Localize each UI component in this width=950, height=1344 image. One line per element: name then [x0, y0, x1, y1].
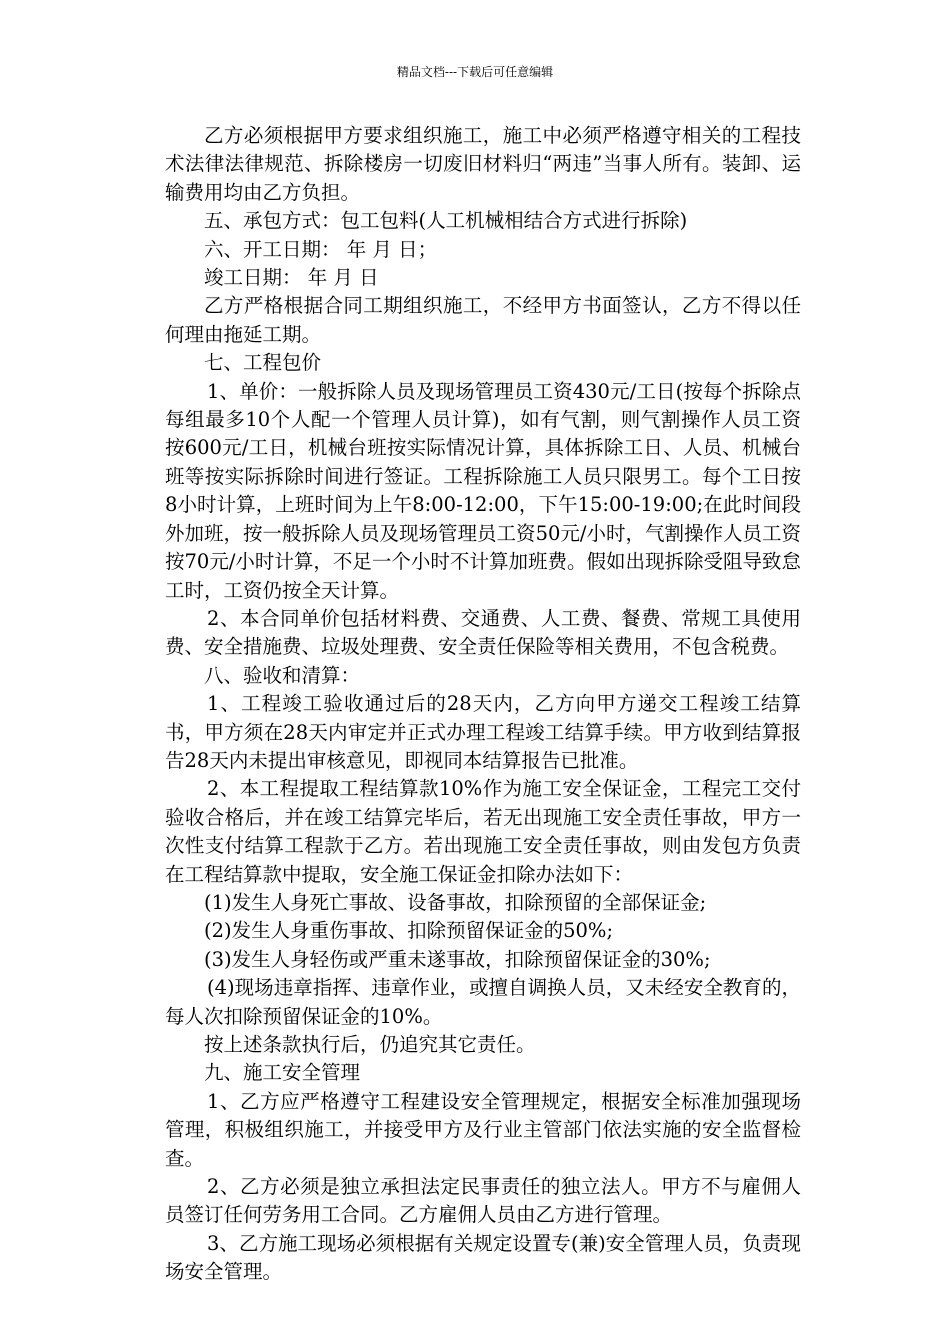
list-item: (4)现场违章指挥、违章作业，或擅自调换人员，又未经安全教育的，每人次扣除预留保证金的10%。	[165, 976, 801, 1028]
section-heading: 九、施工安全管理	[204, 1061, 361, 1085]
paragraph: 1、乙方应严格遵守工程建设安全管理规定，根据安全标准加强现场管理，积极组织施工，并接受甲方及行业主管部门依法实施的安全监督检查。	[165, 1089, 801, 1170]
list-item: (1)发生人身死亡事故、设备事故，扣除预留的全部保证金;	[204, 890, 707, 914]
paragraph: 乙方严格根据合同工期组织施工，不经甲方书面签认，乙方不得以任何理由拖延工期。	[165, 294, 801, 346]
paragraph: 3、乙方施工现场必须根据有关规定设置专(兼)安全管理人员，负责现场安全管理。	[165, 1231, 801, 1284]
paragraph: 2、乙方必须是独立承担法定民事责任的独立法人。甲方不与雇佣人员签订任何劳务用工合同。乙方雇佣人员由乙方进行管理。	[165, 1175, 801, 1227]
section-heading: 八、验收和清算：	[204, 663, 361, 687]
section-heading: 七、工程包价	[204, 351, 322, 375]
list-item: (2)发生人身重伤事故、扣除预留保证金的50%;	[204, 919, 614, 943]
paragraph: 1、单价：一般拆除人员及现场管理员工资430元/工日(按每个拆除点每组最多10个人配一个管理人员计算)，如有气割，则气割操作人员工资按600元/工日，机械台班按实际情况计算，具体拆除工日、人员、机械台班等按实际拆除时间进行签证。工程拆除施工人员只限男工。每个工日按8小时计算，上班时间为上午8:00-12:00，下午15:00-19:00;在此时间段外加班，按一般拆除人员及现场管理员工资50元/小时，气割操作人员工资按70元/小时计算，不足一个小时不计算加班费。假如出现拆除受阻导致怠工时，工资仍按全天计算。	[165, 379, 801, 602]
paragraph: 竣工日期： 年 月 日	[204, 266, 379, 290]
paragraph: 乙方必须根据甲方要求组织施工，施工中必须严格遵守相关的工程技术法律法律规范、拆除楼房一切废旧材料归“两违”当事人所有。装卸、运输费用均由乙方负担。	[165, 124, 801, 204]
paragraph: 2、本合同单价包括材料费、交通费、人工费、餐费、常规工具使用费、安全措施费、垃圾处理费、安全责任保险等相关费用，不包含税费。	[165, 606, 801, 659]
paragraph: 六、开工日期： 年 月 日；	[204, 237, 438, 261]
paragraph: 按上述条款执行后，仍追究其它责任。	[204, 1033, 536, 1056]
page-header: 精品文档---下载后可任意编辑	[396, 65, 554, 79]
paragraph: 2、本工程提取工程结算款10%作为施工安全保证金，工程完工交付验收合格后，并在竣工结算完毕后，若无出现施工安全责任事故，甲方一次性支付结算工程款于乙方。若出现施工安全责任事故，则由发包方负责在工程结算款中提取，安全施工保证金扣除办法如下：	[165, 777, 801, 886]
list-item: (3)发生人身轻伤或严重未遂事故，扣除预留保证金的30%;	[204, 947, 711, 971]
document-body	[165, 122, 801, 1287]
paragraph: 1、工程竣工验收通过后的28天内，乙方向甲方递交工程竣工结算书，甲方须在28天内审定并正式办理工程竣工结算手续。甲方收到结算报告28天内未提出审核意见，即视同本结算报告已批准。	[165, 692, 801, 772]
section-heading: 五、承包方式：包工包料(人工机械相结合方式进行拆除)	[204, 209, 688, 233]
